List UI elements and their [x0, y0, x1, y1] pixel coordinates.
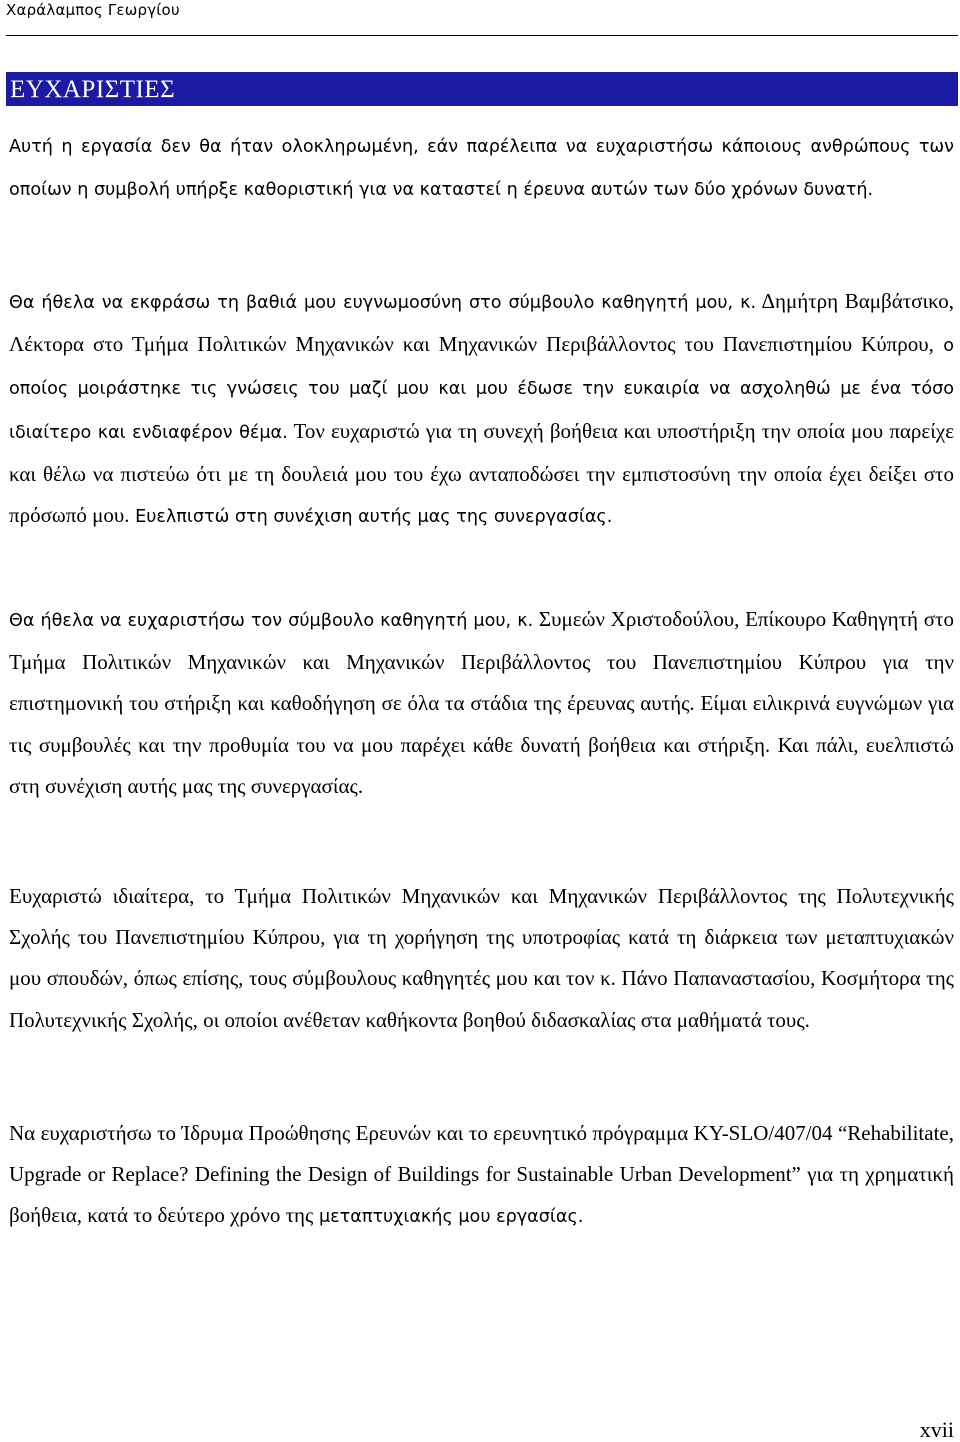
- running-header-author: Χαράλαμπος Γεωργίου: [6, 1, 180, 19]
- paragraph-intro-text: Αυτή η εργασία δεν θα ήταν ολοκληρωμένη, εάν παρέλειπα να ευχαριστήσω κάποιους ανθρώπους των οποίων η συμβολή υπήρξε καθοριστική για να καταστεί η έρευνα αυτών των δύο χρόνων δυνατή.: [9, 137, 954, 201]
- paragraph-segment: Να ευχαριστήσω το Ίδρυμα Προώθησης Ερευνών και το ερευνητικό πρόγραμμα ΚΥ-SLO/407/04 “Rehabilitate, Upgrade or Replace? Defining the Design of Buildings for Sustainable Urban Development” για τη χρηματική βοήθεια, κατά το δεύτερο χρόνο της: [9, 1121, 954, 1228]
- paragraph-supervisor-vamvatsikos: [9, 281, 954, 538]
- paragraph-segment: Θα ήθελα να ευχαριστήσω τον σύμβουλο καθηγητή μου, κ.: [9, 611, 534, 631]
- page-number: xvii: [919, 1417, 954, 1442]
- section-title: ΕΥΧΑΡΙΣΤΙΕΣ: [10, 76, 176, 103]
- paragraph-segment: Θα ήθελα να εκφράσω τη βαθιά μου ευγνωμοσύνη στο σύμβουλο καθηγητή μου, κ.: [9, 293, 757, 313]
- paragraph-department-text: Ευχαριστώ ιδιαίτερα, το Τμήμα Πολιτικών Μηχανικών και Μηχανικών Περιβάλλοντος της Πολυτεχνικής Σχολής του Πανεπιστημίου Κύπρου, για τη χορήγηση της υποτροφίας κατά τη διάρκεια των μεταπτυχιακών μου σπουδών, όπως επίσης, τους σύμβουλους καθηγητές μου και τον κ. Πάνο Παπαναστασίου, Κοσμήτορα της Πολυτεχνικής Σχολής, οι οποίοι ανέθεταν καθήκοντα βοηθού διδασκαλίας στα μαθήματά τους.: [9, 884, 954, 1032]
- paragraph-intro: [9, 125, 954, 211]
- paragraph-department-thanks: [9, 876, 954, 1041]
- paragraph-funding-thanks: [9, 1113, 954, 1239]
- paragraph-segment: Ευελπιστώ στη συνέχιση αυτής μας της συνεργασίας.: [129, 507, 613, 528]
- paragraph-segment: Δημήτρη Βαμβάτσικο, Λέκτορα στο Τμήμα Πολιτικών Μηχανικών και Μηχανικών Περιβάλλοντος του Πανεπιστημίου Κύπρου,: [9, 289, 954, 357]
- paragraph-segment: Συμεών Χριστοδούλου, Επίκουρο Καθηγητή στο Τμήμα Πολιτικών Μηχανικών και Μηχανικών Περιβάλλοντος του Πανεπιστημίου Κύπρου για την επιστημονική του στήριξη και καθοδήγηση σε όλα τα στάδια της έρευνας αυτής. Είμαι ειλικρινά ευγνώμων για τις συμβουλές και την προθυμία του να μου παρέχει κάθε δυνατή βοήθεια και στήριξη. Και πάλι, ευελπιστώ στη συνέχιση αυτής μας της συνεργασίας.: [9, 607, 954, 798]
- paragraph-segment: ο οποίος μοιράστηκε τις γνώσεις του μαζί μου και μου έδωσε την ευκαιρία να ασχοληθώ με ένα τόσο ιδιαίτερο και ενδιαφέρον θέμα.: [9, 336, 955, 443]
- header-divider: [6, 35, 958, 36]
- paragraph-segment: μεταπτυχιακής μου εργασίας.: [313, 1207, 584, 1228]
- paragraph-segment: Τον ευχαριστώ για τη συνεχή βοήθεια και υποστήριξη την οποία μου παρείχε και θέλω να πιστεύω ότι με τη δουλειά μου του έχω ανταποδώσει την εμπιστοσύνη την οποία έχει δείξει στο πρόσωπό μου.: [9, 418, 955, 528]
- paragraph-supervisor-christodoulou: [9, 599, 954, 807]
